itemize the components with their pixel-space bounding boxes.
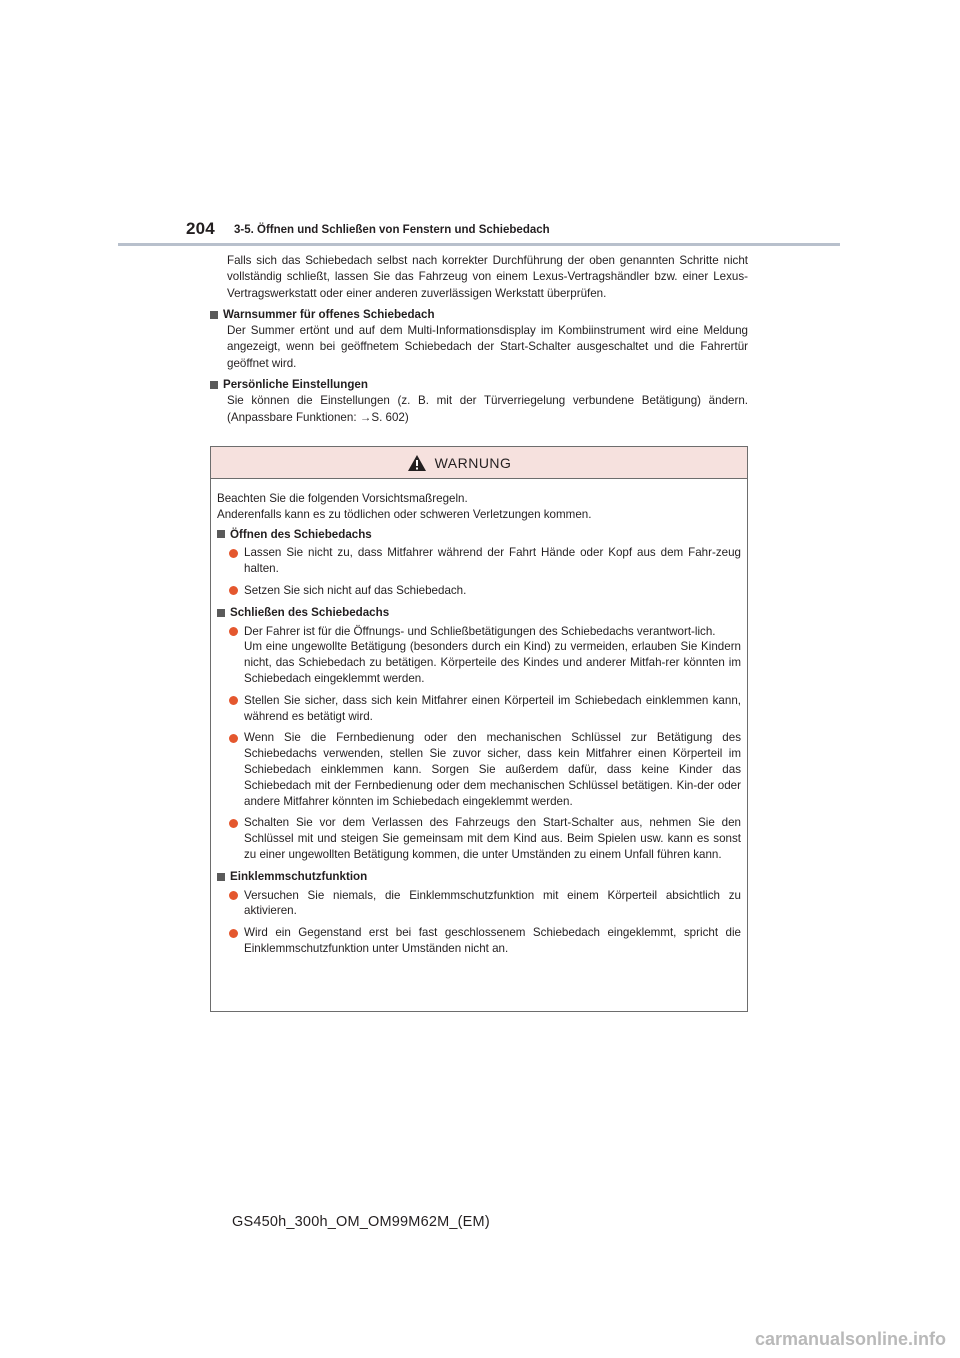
warning-list-item bbox=[229, 624, 741, 687]
warning-item-text: Schalten Sie vor dem Verlassen des Fahrzeugs den Start-Schalter aus, nehmen Sie den Schlüssel mit und steigen Sie gemeinsam mit dem Kind aus. Beim Spielen usw. kann es sonst zu einer ungewollten Betätigung kommen, die unter Umständen zu einem Unfall führen kann. bbox=[244, 816, 741, 861]
warning-list-item bbox=[229, 730, 741, 809]
section-heading bbox=[210, 307, 748, 323]
document-code: GS450h_300h_OM_OM99M62M_(EM) bbox=[232, 1214, 490, 1230]
warning-intro-line: Beachten Sie die folgenden Vorsichtsmaßregeln. bbox=[217, 492, 468, 505]
round-bullet-icon bbox=[229, 891, 238, 900]
page-number: 204 bbox=[186, 219, 215, 238]
warning-item-text: Wird ein Gegenstand erst bei fast geschlossenem Schiebedach eingeklemmt, spricht die Einklemmschutzfunktion unter Umständen nicht an. bbox=[244, 926, 741, 955]
warning-list-item bbox=[229, 545, 741, 577]
running-title: 3-5. Öffnen und Schließen von Fenstern und Schiebedach bbox=[234, 224, 550, 236]
warning-header bbox=[211, 447, 747, 479]
round-bullet-icon bbox=[229, 586, 238, 595]
warning-item-text: Der Fahrer ist für die Öffnungs- und Schließbetätigungen des Schiebedachs verantwort-lich. Um eine ungewollte Betätigung (besonders durch ein Kind) zu vermeiden, erlauben Sie Kindern nicht, das Schiebedach zu betätigen. Körperteile des Kindes und anderer Mitfah-rer könnten im Schiebedach eingeklemmt werden. bbox=[244, 624, 741, 685]
square-bullet-icon bbox=[217, 530, 225, 538]
body-text bbox=[210, 253, 748, 426]
warning-intro-line: Anderenfalls kann es zu tödlichen oder schweren Verletzungen kommen. bbox=[217, 507, 592, 521]
round-bullet-icon bbox=[229, 549, 238, 558]
section-paragraph: Sie können die Einstellungen (z. B. mit der Türverriegelung verbundene Betätigung) ändern. (Anpassbare Funktionen: →S. 602) bbox=[227, 394, 748, 424]
warning-section-title: Einklemmschutzfunktion bbox=[230, 869, 368, 883]
round-bullet-icon bbox=[229, 734, 238, 743]
round-bullet-icon bbox=[229, 696, 238, 705]
square-bullet-icon bbox=[210, 381, 218, 389]
section-heading bbox=[210, 377, 748, 393]
warning-heading: WARNUNG bbox=[434, 454, 512, 471]
warning-item-text: Versuchen Sie niemals, die Einklemmschutzfunktion mit einem Körperteil absichtlich zu aktivieren. bbox=[244, 888, 741, 918]
warning-list-item bbox=[229, 583, 741, 599]
warning-section-heading bbox=[217, 869, 741, 885]
round-bullet-icon bbox=[229, 819, 238, 828]
section-paragraph: Der Summer ertönt und auf dem Multi-Informationsdisplay im Kombiinstrument wird eine Meldung angezeigt, wenn bei geöffnetem Schiebedach der Start-Schalter ausgeschaltet und die Fahrertür geöffnet wird. bbox=[227, 324, 748, 370]
watermark: carmanualsonline.info bbox=[754, 1329, 946, 1349]
square-bullet-icon bbox=[217, 609, 225, 617]
section-title: Persönliche Einstellungen bbox=[223, 378, 368, 392]
warning-item-text: Stellen Sie sicher, dass sich kein Mitfahrer einen Körperteil im Schiebedach einklemmen kann, während es betätigt wird. bbox=[244, 693, 741, 723]
warning-item-text: Lassen Sie nicht zu, dass Mitfahrer während der Fahrt Hände oder Kopf aus dem Fahr-zeug halten. bbox=[244, 546, 741, 576]
warning-item-text: Wenn Sie die Fernbedienung oder den mechanischen Schlüssel zur Betätigung des Schiebedachs verwenden, stellen Sie zuvor sicher, dass kein Mitfahrer einen Körperteil im Schiebedach einklemmen kann. Sorgen Sie außerdem dafür, dass keine Kinder das Schiebedach mit der Fernbedienung oder dem mechanischen Schlüssel betätigen. Kin-der oder andere Mitfahrer könnten im Schiebedach eingeklemmt werden. bbox=[244, 731, 741, 808]
warning-body bbox=[211, 479, 747, 957]
header-rule bbox=[118, 243, 840, 246]
square-bullet-icon bbox=[210, 311, 218, 319]
warning-intro bbox=[217, 491, 741, 523]
warning-list-item bbox=[229, 815, 741, 862]
warning-box bbox=[210, 446, 748, 1012]
round-bullet-icon bbox=[229, 929, 238, 938]
warning-list-item bbox=[229, 925, 741, 957]
round-bullet-icon bbox=[229, 627, 238, 636]
warning-list-item bbox=[229, 888, 741, 920]
warning-triangle-icon bbox=[407, 454, 427, 472]
intro-paragraph: Falls sich das Schiebedach selbst nach korrekter Durchführung der oben genannten Schritte nicht vollständig schließt, lassen Sie das Fahrzeug von einem Lexus-Vertragshändler bzw. einer Lexus-Vertragswerkstatt oder einer anderen zuverlässigen Werkstatt überprüfen. bbox=[227, 254, 748, 300]
warning-list-item bbox=[229, 693, 741, 725]
warning-item-text: Setzen Sie sich nicht auf das Schiebedach. bbox=[244, 583, 467, 597]
section-title: Warnsummer für offenes Schiebedach bbox=[223, 307, 435, 321]
warning-section-heading bbox=[217, 527, 741, 543]
warning-section-title: Öffnen des Schiebedachs bbox=[230, 527, 372, 541]
warning-section-title: Schließen des Schiebedachs bbox=[230, 605, 390, 619]
warning-section-heading bbox=[217, 605, 741, 621]
square-bullet-icon bbox=[217, 873, 225, 881]
